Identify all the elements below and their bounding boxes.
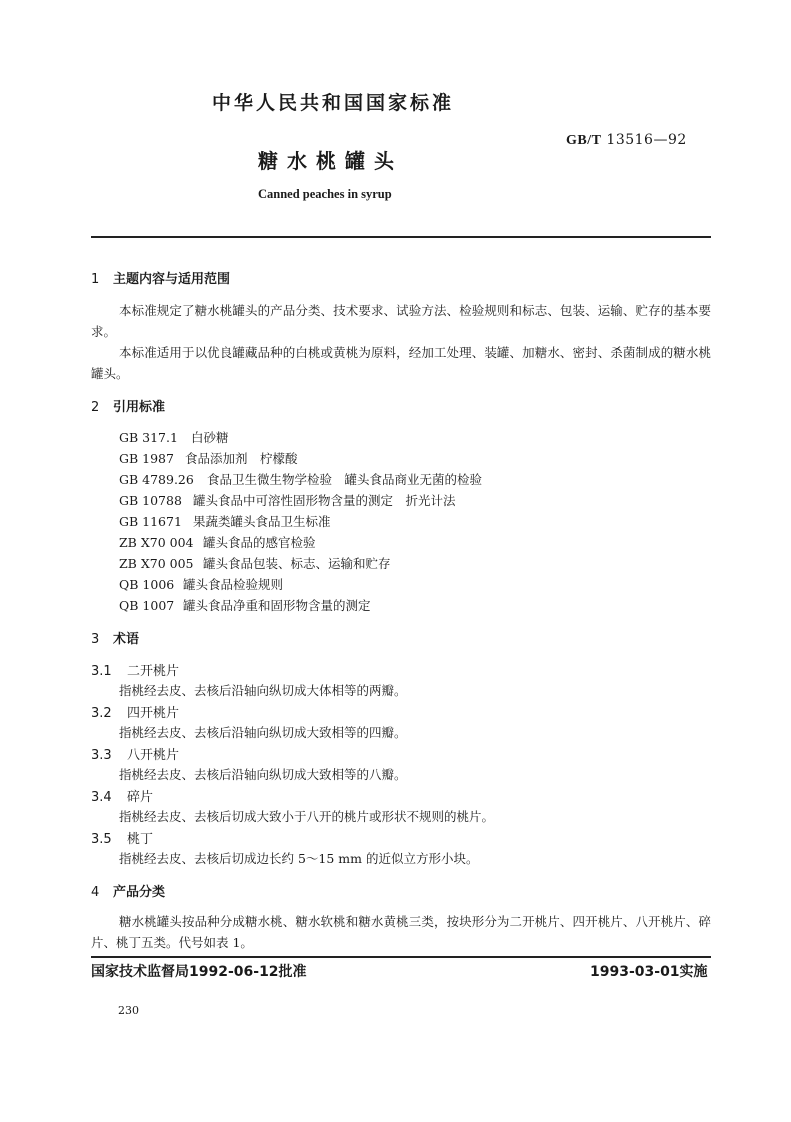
term-number: 3.4	[91, 790, 112, 805]
reference-name: 罐头食品中可溶性固形物含量的测定 折光计法	[193, 493, 456, 508]
term-number: 3.3	[91, 748, 112, 763]
term-number: 3.5	[91, 832, 112, 847]
country-standard-heading: 中华人民共和国国家标准	[212, 92, 455, 114]
term-number: 3.2	[91, 706, 112, 721]
reference-name: 食品卫生微生物学检验 罐头食品商业无菌的检验	[207, 472, 483, 487]
section-number: 1	[91, 272, 100, 287]
reference-name: 罐头食品包装、标志、运输和贮存	[203, 556, 391, 571]
reference-item	[119, 470, 482, 488]
reference-item	[119, 491, 456, 509]
term-definition: 指桃经去皮、去核后沿轴向纵切成大致相等的四瓣。	[119, 725, 407, 740]
approval-note: 国家技术监督局1992-06-12批准	[91, 964, 307, 980]
reference-code: GB 1987	[119, 451, 174, 466]
term-name: 八开桃片	[127, 748, 180, 763]
reference-name: 食品添加剂 柠檬酸	[185, 451, 298, 466]
standard-number	[566, 132, 687, 149]
standard-prefix: GB/T	[566, 133, 602, 148]
term-name: 四开桃片	[127, 706, 180, 721]
reference-code: QB 1007	[119, 598, 175, 613]
reference-name: 白砂糖	[191, 430, 229, 445]
section-title: 引用标准	[113, 400, 166, 415]
reference-name: 果蔬类罐头食品卫生标准	[193, 514, 331, 529]
term-name: 碎片	[127, 790, 154, 805]
section-number: 4	[91, 885, 100, 900]
section-number: 3	[91, 632, 100, 647]
footer-rule	[91, 956, 711, 958]
term-name: 桃丁	[127, 832, 154, 847]
document-title-english: Canned peaches in syrup	[258, 187, 392, 201]
effective-date-note: 1993-03-01实施	[590, 964, 708, 980]
section-3-heading	[91, 628, 139, 647]
section-1-heading	[91, 268, 230, 287]
term-definition: 指桃经去皮、去核后沿轴向纵切成大致相等的八瓣。	[119, 767, 407, 782]
page-number: 230	[118, 1004, 139, 1017]
reference-code: QB 1006	[119, 577, 175, 592]
section-4-paragraph: 糖水桃罐头按品种分成糖水桃、糖水软桃和糖水黄桃三类，按块形分为二开桃片、四开桃片、八开桃片、碎片、桃丁五类。代号如表 1。	[91, 914, 711, 950]
reference-item	[119, 449, 298, 467]
reference-name: 罐头食品的感官检验	[203, 535, 316, 550]
term-heading	[91, 660, 179, 679]
reference-item	[119, 533, 316, 551]
term-heading	[91, 702, 179, 721]
reference-code: GB 4789.26	[119, 472, 194, 487]
section-2-heading	[91, 396, 165, 415]
term-definition: 指桃经去皮、去核后沿轴向纵切成大体相等的两瓣。	[119, 683, 407, 698]
term-name: 二开桃片	[127, 664, 180, 679]
reference-item	[119, 596, 371, 614]
reference-code: GB 11671	[119, 514, 182, 529]
section-1-paragraph-1: 本标准规定了糖水桃罐头的产品分类、技术要求、试验方法、检验规则和标志、包装、运输、贮存的基本要求。	[91, 303, 711, 339]
reference-item	[119, 512, 331, 530]
term-heading	[91, 828, 153, 847]
term-definition: 指桃经去皮、去核后切成边长约 5～15 mm 的近似立方形小块。	[119, 851, 479, 866]
term-heading	[91, 744, 179, 763]
reference-item	[119, 575, 283, 593]
section-title: 主题内容与适用范围	[113, 272, 231, 287]
term-number: 3.1	[91, 664, 112, 679]
reference-code: GB 317.1	[119, 430, 178, 445]
section-title: 术语	[113, 632, 140, 647]
reference-code: ZB X70 004	[119, 535, 194, 550]
section-number: 2	[91, 400, 100, 415]
reference-name: 罐头食品检验规则	[183, 577, 284, 592]
section-4-heading	[91, 881, 165, 900]
reference-item	[119, 554, 391, 572]
reference-code: ZB X70 005	[119, 556, 194, 571]
reference-name: 罐头食品净重和固形物含量的测定	[183, 598, 371, 613]
header-rule	[91, 236, 711, 238]
section-title: 产品分类	[113, 885, 166, 900]
term-heading	[91, 786, 153, 805]
term-definition: 指桃经去皮、去核后切成大致小于八开的桃片或形状不规则的桃片。	[119, 809, 495, 824]
reference-code: GB 10788	[119, 493, 182, 508]
document-title: 糖水桃罐头	[258, 149, 403, 173]
standard-number-value: 13516—92	[606, 132, 687, 148]
section-1-paragraph-2: 本标准适用于以优良罐藏品种的白桃或黄桃为原料，经加工处理、装罐、加糖水、密封、杀菌制成的糖水桃罐头。	[91, 345, 711, 381]
reference-item	[119, 428, 229, 446]
